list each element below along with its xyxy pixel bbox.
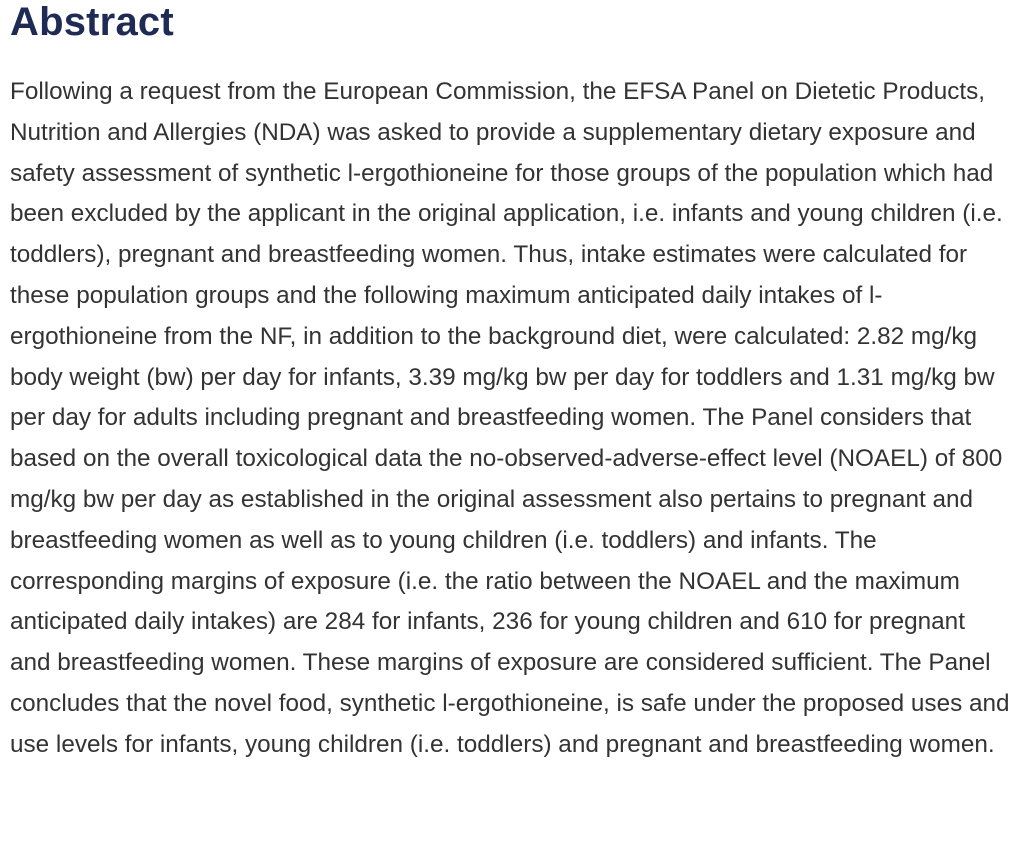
abstract-body-text: Following a request from the European Commission, the EFSA Panel on Dietetic Products, Nutrition and Allergies (NDA) was asked to provide a supplementary dietary exposure and safety assessment of synthetic l-ergothioneine for those groups of the population which had been excluded by the applicant in the original application, i.e. infants and young children (i.e. toddlers), pregnant and breastfeeding women. Thus, intake estimates were calculated for these population groups and the following maximum anticipated daily intakes of l-ergothioneine from the NF, in addition to the background diet, were calculated: 2.82 mg/kg body weight (bw) per day for infants, 3.39 mg/kg bw per day for toddlers and 1.31 mg/kg bw per day for adults including pregnant and breastfeeding women. The Panel considers that based on the overall toxicological data the no-observed-adverse-effect level (NOAEL) of 800 mg/kg bw per day as established in the original assessment also pertains to pregnant and breastfeeding women as well as to young children (i.e. toddlers) and infants. The corresponding margins of exposure (i.e. the ratio between the NOAEL and the maximum anticipated daily intakes) are 284 for infants, 236 for young children and 610 for pregnant and breastfeeding women. These margins of exposure are considered sufficient. The Panel concludes that the novel food, synthetic l-ergothioneine, is safe under the proposed uses and use levels for infants, young children (i.e. toddlers) and pregnant and breastfeeding women. — [10, 78, 1010, 758]
abstract-heading: Abstract — [10, 0, 174, 44]
